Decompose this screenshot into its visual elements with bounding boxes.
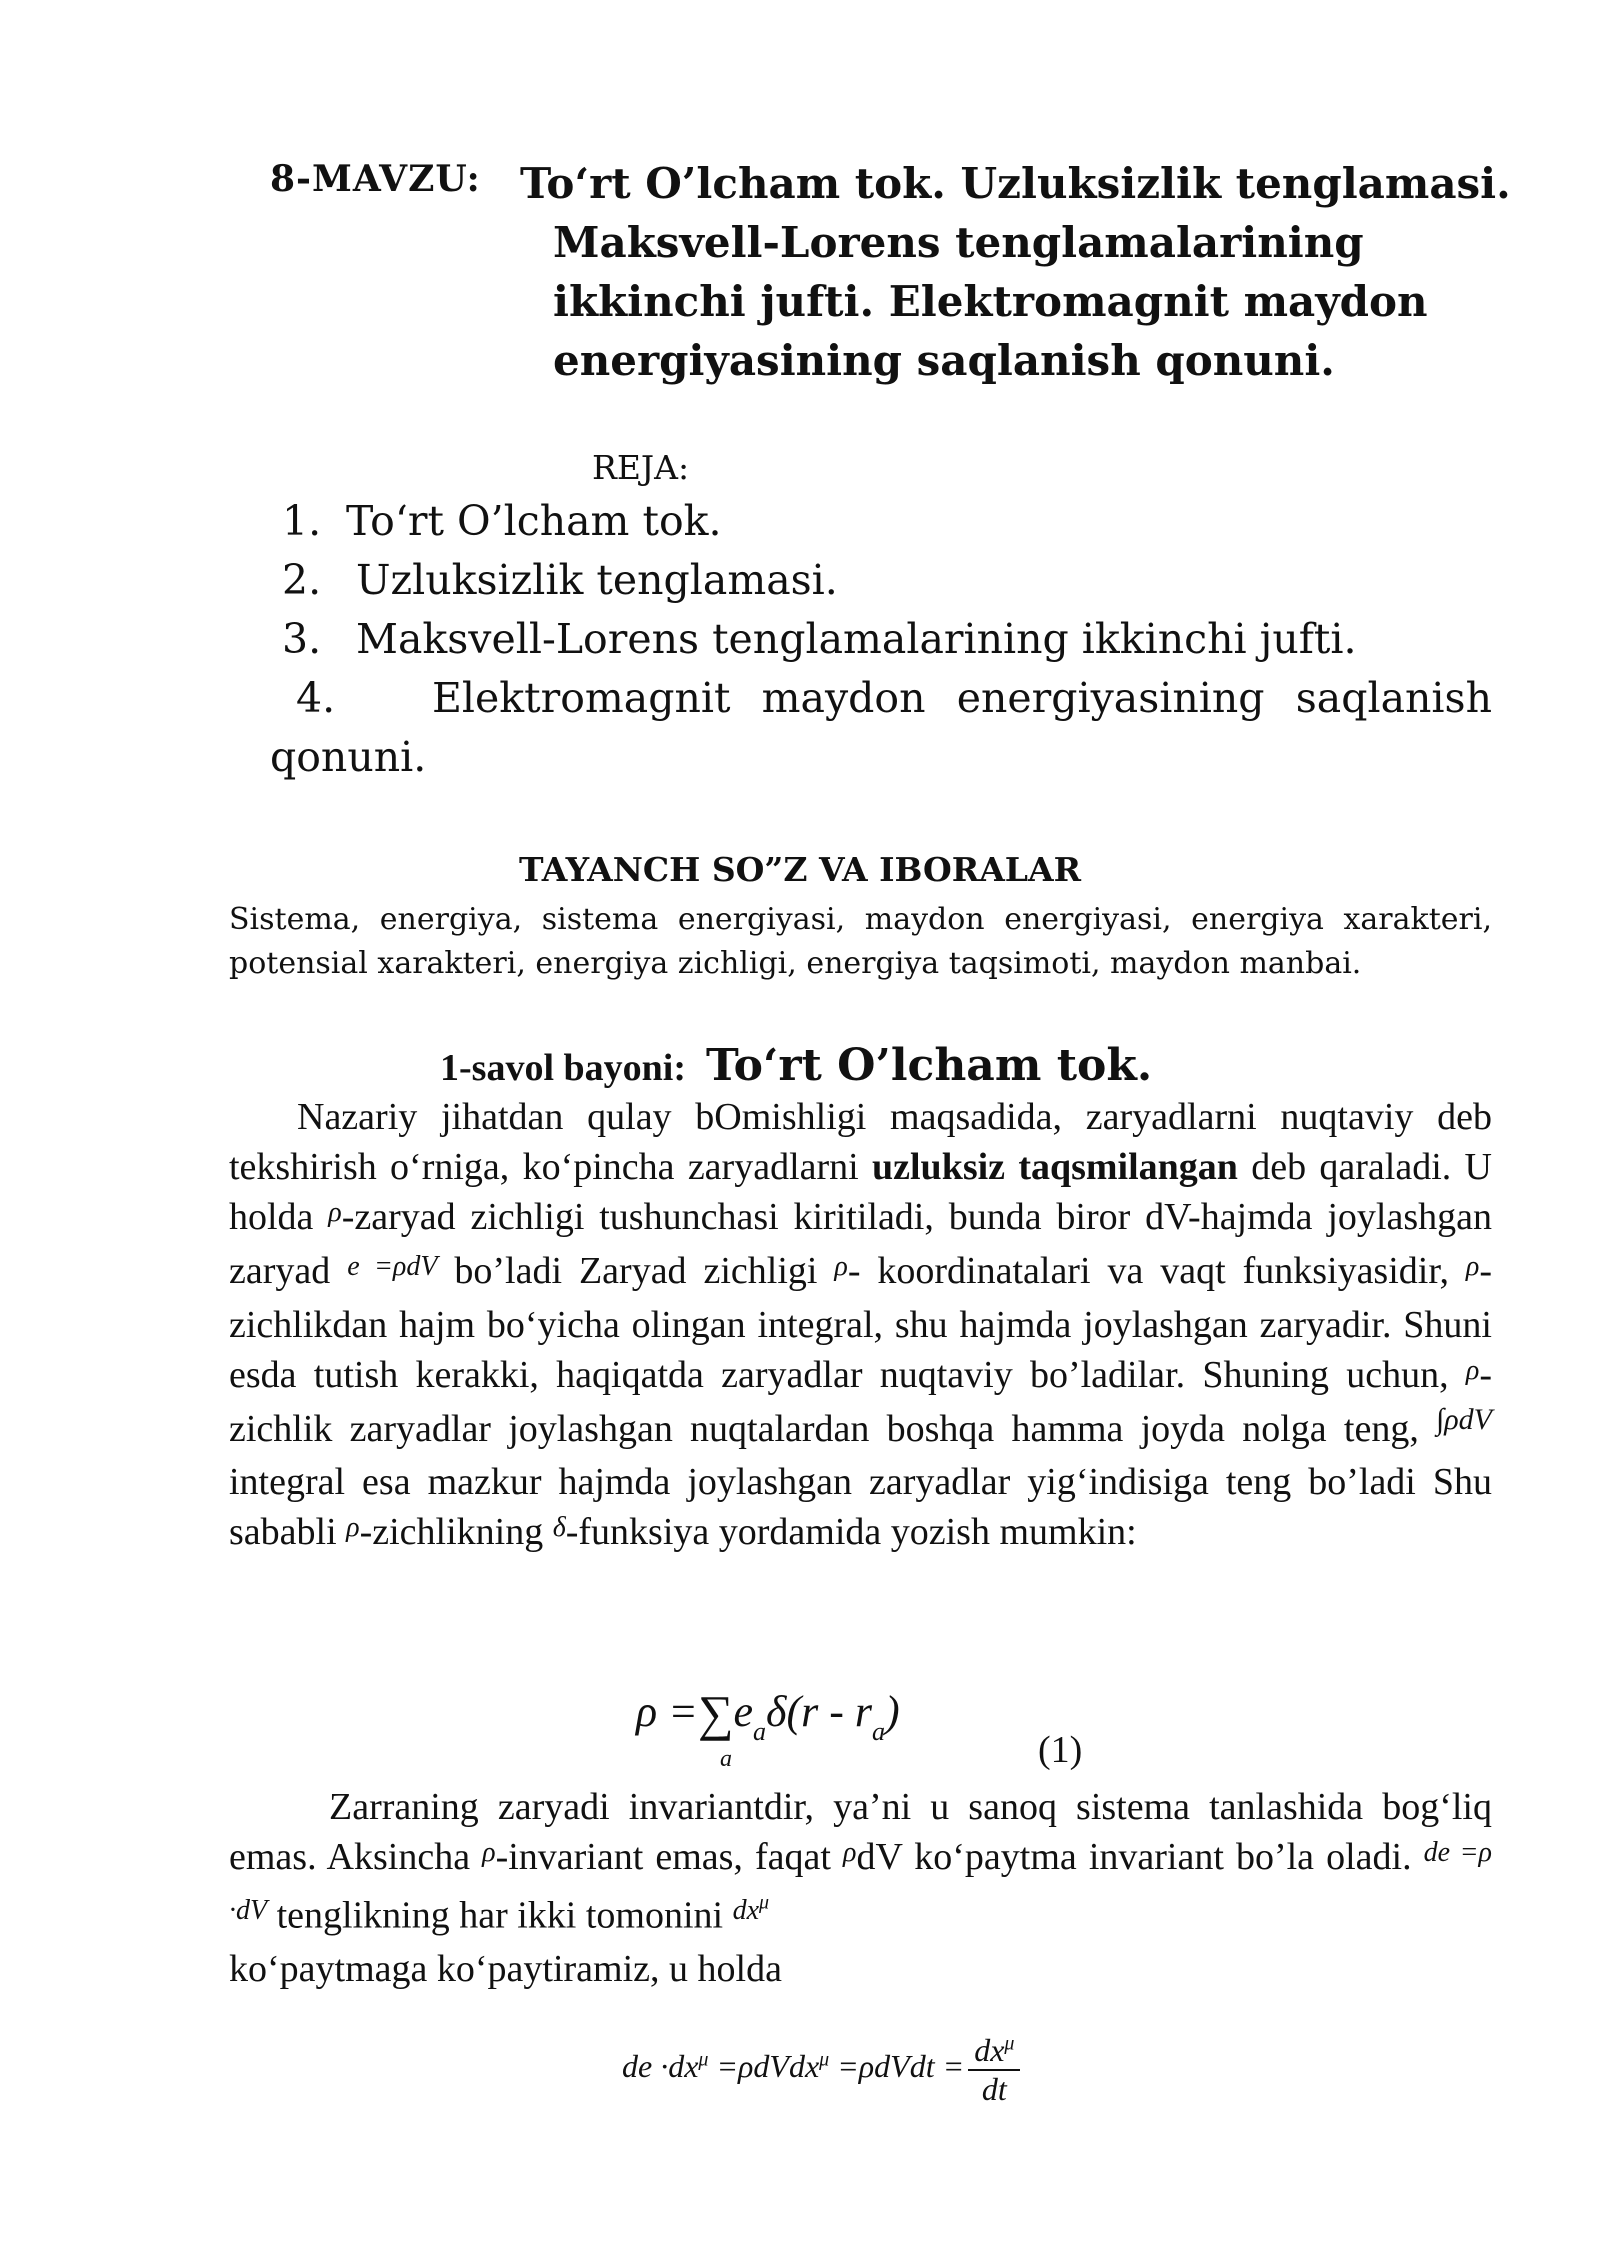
equation-body bbox=[622, 2032, 1020, 2107]
topic-title-line: ikkinchi jufti. Elektromagnit maydon bbox=[553, 277, 1428, 326]
paragraph-text: integral esa mazkur hajmda joylashgan zaryadlar yig‘indisiga teng bo’ladi Shu sababli bbox=[229, 1461, 1492, 1553]
topic-title-line: To‘rt O’lcham tok. Uzluksizlik tenglamasi. bbox=[520, 159, 1511, 208]
paragraph-text: dV ko‘paytma invariant bo’la oladi. bbox=[856, 1836, 1424, 1878]
plan-item-text: Uzluksizlik tenglamasi. bbox=[356, 556, 838, 604]
paragraph-invariant bbox=[229, 1782, 1492, 1994]
rho-symbol: ρ bbox=[346, 1512, 360, 1543]
plan-list bbox=[270, 492, 1492, 787]
rho-symbol: ρ bbox=[843, 1837, 857, 1868]
plan-heading: REJA: bbox=[592, 448, 690, 487]
topic-title bbox=[520, 154, 1520, 390]
plan-item-number: 1. bbox=[282, 497, 322, 545]
plan-item-text: Maksvell-Lorens tenglamalarining ikkinchi jufti. bbox=[356, 615, 1357, 663]
dx-mu-expression bbox=[732, 1892, 770, 1927]
paragraph-text: -zichlik zaryadlar joylashgan nuqtalardan boshqa hamma joyda nolga teng, bbox=[229, 1354, 1492, 1450]
equation-term: =ρdVdt = bbox=[829, 2048, 965, 2085]
paragraph-text: - koordinatalari va vaqt funksiyasidir, bbox=[847, 1250, 1466, 1292]
mu-superscript: μ bbox=[819, 2048, 830, 2071]
plan-item bbox=[270, 551, 1492, 610]
paragraph-text: -zichlikning bbox=[359, 1511, 553, 1553]
plan-item bbox=[270, 492, 1492, 551]
charge-differential-expression: de =ρ ·dV bbox=[229, 1837, 1492, 1927]
delta-symbol: δ bbox=[552, 1512, 566, 1543]
plan-item-number: 3. bbox=[282, 615, 322, 663]
fraction-denominator: dt bbox=[981, 2071, 1007, 2107]
mu-superscript: μ bbox=[698, 2048, 709, 2071]
mu-superscript: μ bbox=[1004, 2032, 1015, 2055]
equation-term: δ(r - r bbox=[766, 1687, 873, 1736]
charge-expression: e =ρdV bbox=[347, 1251, 438, 1282]
integral-expression: ∫ρdV bbox=[1436, 1403, 1492, 1436]
plan-item-text: Elektromagnit maydon energiyasining saqlanish bbox=[432, 674, 1492, 722]
topic-label: 8-MAVZU: bbox=[270, 158, 481, 200]
plan-item bbox=[270, 669, 1492, 728]
plan-item-number: 2. bbox=[282, 556, 322, 604]
sum-index: a bbox=[720, 1746, 732, 1772]
equation-term: e bbox=[733, 1687, 753, 1736]
numerator-text: dx bbox=[974, 2032, 1005, 2068]
paragraph-bold-text: uzluksiz taqsmilangan bbox=[872, 1146, 1238, 1188]
fraction-numerator bbox=[968, 2032, 1020, 2071]
equation-number: (1) bbox=[1038, 1729, 1083, 1771]
section-label: 1-savol bayoni: bbox=[440, 1047, 686, 1089]
rho-symbol: ρ bbox=[482, 1837, 496, 1868]
plan-item-continuation: qonuni. bbox=[270, 733, 427, 781]
paragraph-text: bo’ladi Zaryad zichligi bbox=[437, 1250, 835, 1292]
plan-item-text: To‘rt O’lcham tok. bbox=[346, 497, 722, 545]
rho-symbol: ρ bbox=[1465, 1355, 1480, 1386]
topic-title-line: energiyasining saqlanish qonuni. bbox=[553, 336, 1335, 385]
paragraph-text: -zichlikdan hajm bo‘yicha olingan integral, shu hajmda joylashgan zaryadir. Shuni esda tutish kerakki, haqiqatda zaryadlar nuqtaviy bo’ladilar. Shuning uchun, bbox=[229, 1250, 1493, 1396]
paragraph-text: Nazariy jihatdan qulay bOmishligi maqsadida, zaryadlarni nuqtaviy deb tekshirish o‘rniga, ko‘pincha zaryadlarni bbox=[229, 1096, 1492, 1188]
mu-superscript: μ bbox=[759, 1892, 770, 1914]
equation-four-current bbox=[622, 2032, 1020, 2108]
equation-term: =ρdVdx bbox=[708, 2048, 820, 2085]
sum-symbol: ∑ bbox=[697, 1685, 734, 1741]
equation-charge-density bbox=[636, 1680, 900, 1772]
equation-lhs: ρ = bbox=[636, 1687, 698, 1736]
rho-symbol: ρ bbox=[834, 1251, 848, 1282]
rho-symbol: ρ bbox=[328, 1197, 342, 1228]
equation-fraction bbox=[968, 2032, 1020, 2108]
section-heading bbox=[440, 1040, 1152, 1091]
equation-subscript: a bbox=[872, 1717, 886, 1746]
plan-item bbox=[270, 610, 1492, 669]
equation-term: ) bbox=[885, 1687, 900, 1736]
paragraph-charge-density bbox=[229, 1092, 1492, 1561]
keywords-text: Sistema, energiya, sistema energiyasi, maydon energiyasi, energiya xarakteri, potensial xarakteri, energiya zichligi, energiya taqsimoti, maydon manbai. bbox=[229, 902, 1492, 981]
paragraph-text: deb qaraladi. U holda bbox=[229, 1146, 1492, 1238]
equation-term: de ·dx bbox=[622, 2048, 699, 2085]
paragraph-text: -funksiya yordamida yozish mumkin: bbox=[565, 1511, 1137, 1553]
paragraph-text: tenglikning har ikki tomonini bbox=[267, 1894, 733, 1937]
keywords-heading: TAYANCH SO”Z VA IBORALAR bbox=[518, 850, 1082, 889]
paragraph-text: -invariant emas, faqat bbox=[495, 1836, 843, 1878]
paragraph-text: Zarraning zaryadi invariantdir, ya’ni u sanoq sistema tanlashida bog‘liq emas. Aksincha bbox=[229, 1786, 1492, 1878]
topic-title-line: Maksvell-Lorens tenglamalarining bbox=[553, 218, 1364, 267]
rho-symbol: ρ bbox=[1465, 1251, 1480, 1282]
paragraph-text: -zaryad zichligi tushunchasi kiritiladi, bunda biror dV-hajmda joylashgan zaryad bbox=[229, 1196, 1492, 1292]
plan-item-number: 4. bbox=[296, 674, 336, 722]
section-title: To‘rt O’lcham tok. bbox=[705, 1040, 1153, 1091]
dx-symbol: dx bbox=[732, 1895, 760, 1927]
equation-subscript: a bbox=[753, 1717, 766, 1746]
paragraph-text: ko‘paytmaga ko‘paytiramiz, u holda bbox=[229, 1948, 782, 1991]
